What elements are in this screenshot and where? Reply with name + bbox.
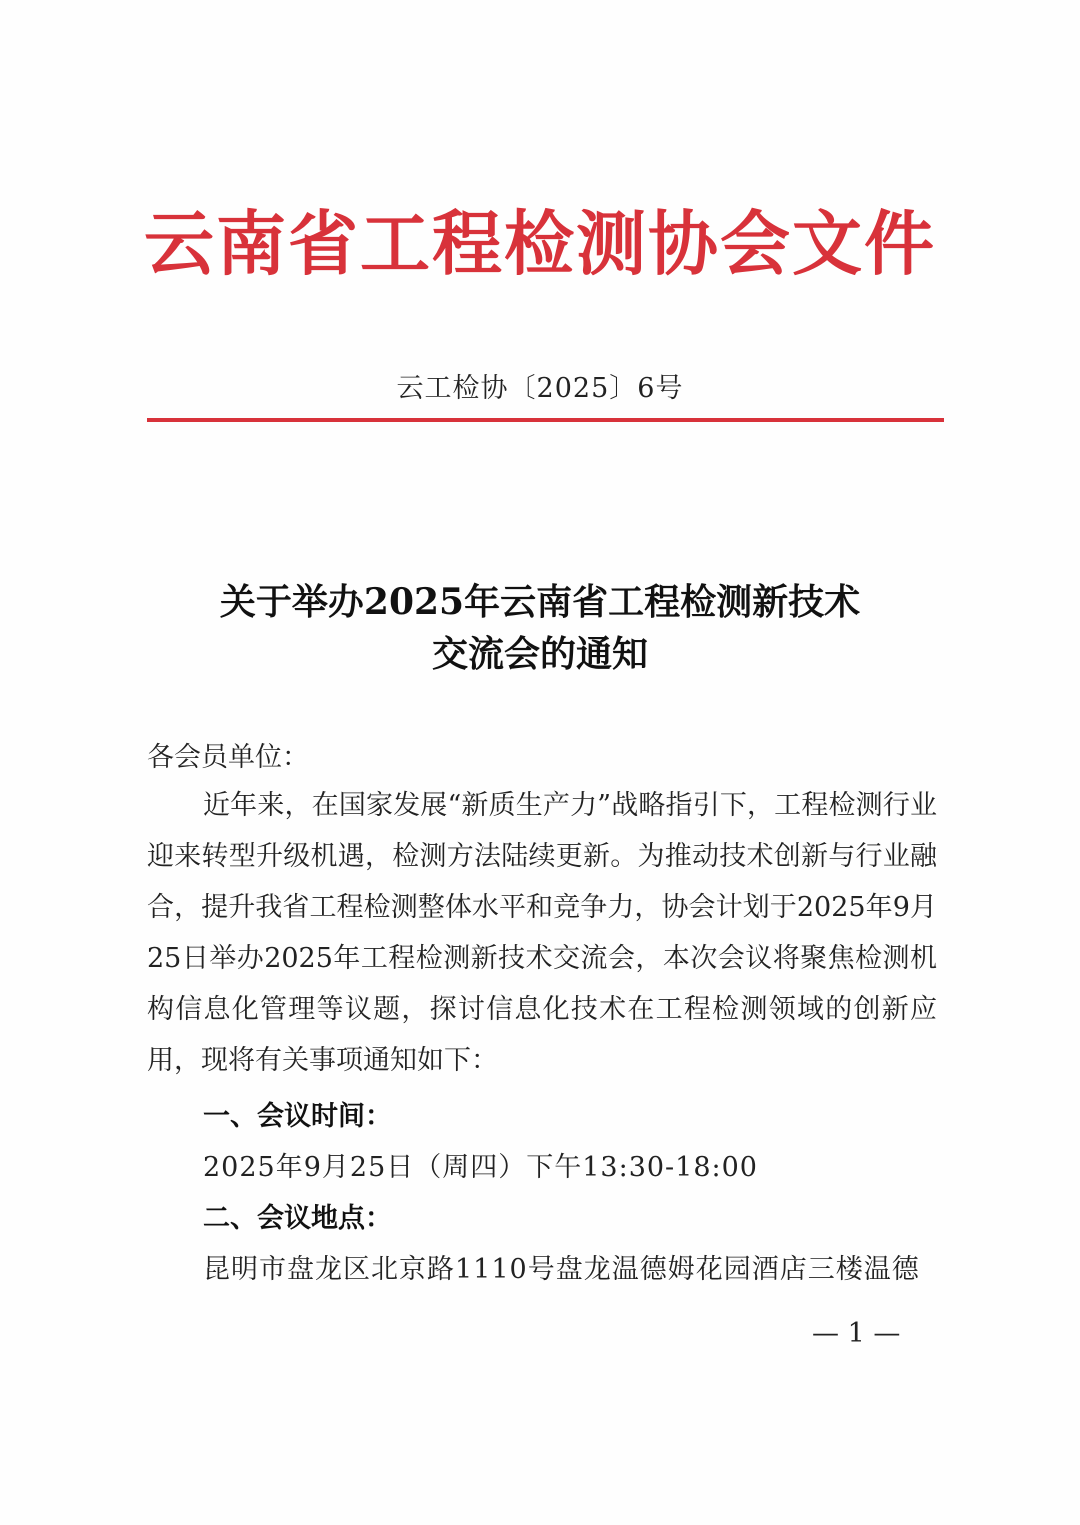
section-heading-location: 二、会议地点： xyxy=(203,1203,392,1234)
document-title xyxy=(0,576,1080,680)
organization-header: 云南省工程检测协会文件 xyxy=(144,202,936,285)
salutation: 各会员单位： xyxy=(147,742,309,773)
section-heading-time: 一、会议时间： xyxy=(203,1101,392,1132)
page-number: — 1 — xyxy=(812,1318,901,1349)
document-number: 云工检协〔2025〕6号 xyxy=(396,373,684,404)
document-title-line1: 关于举办2025年云南省工程检测新技术 xyxy=(219,581,861,623)
section-text-location: 昆明市盘龙区北京路1110号盘龙温德姆花园酒店三楼温德 xyxy=(203,1254,920,1285)
section-text-time: 2025年9月25日（周四）下午13:30-18:00 xyxy=(203,1152,758,1183)
red-divider-line xyxy=(147,418,944,422)
document-title-line2: 交流会的通知 xyxy=(431,633,648,675)
intro-paragraph: 近年来，在国家发展“新质生产力”战略指引下，工程检测行业迎来转型升级机遇，检测方法陆续更新。为推动技术创新与行业融合，提升我省工程检测整体水平和竞争力，协会计划于2025年9月25日举办2025年工程检测新技术交流会，本次会议将聚焦检测机构信息化管理等议题，探讨信息化技术在工程检测领域的创新应用，现将有关事项通知如下： xyxy=(147,790,937,1076)
